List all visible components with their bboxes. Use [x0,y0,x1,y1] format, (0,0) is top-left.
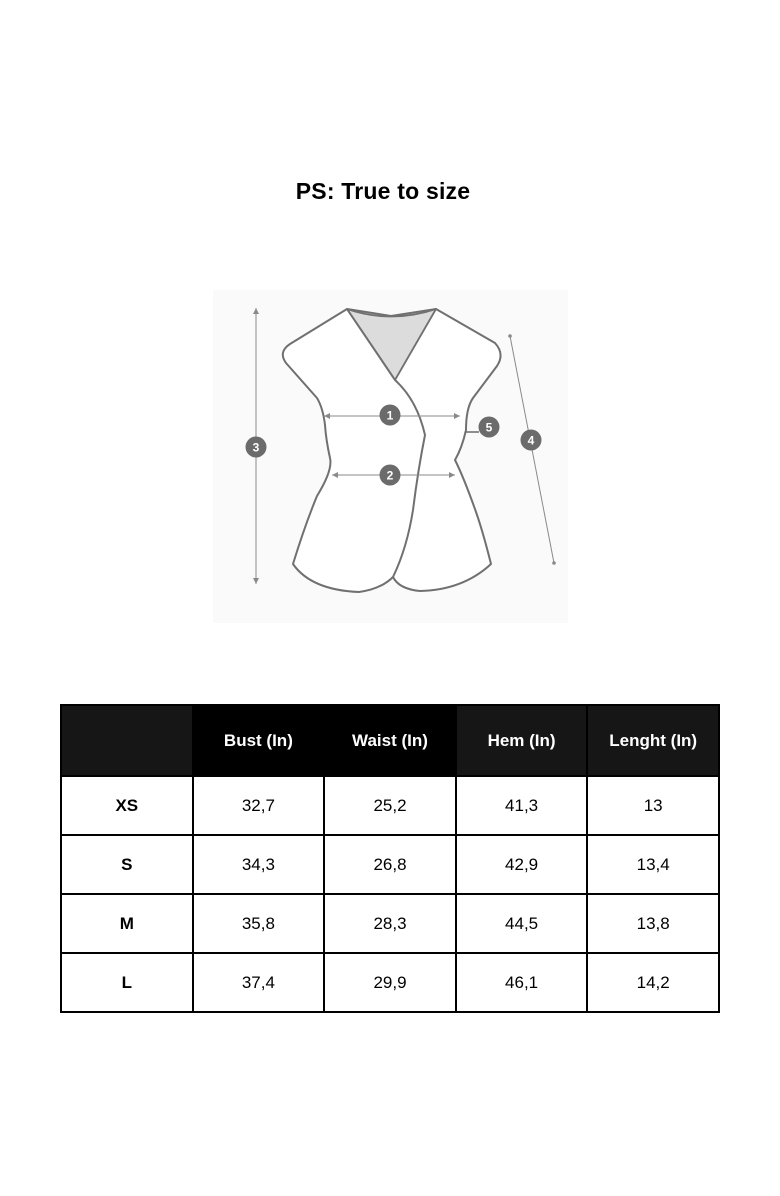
table-cell: 29,9 [324,953,456,1012]
size-label-m: M [61,894,193,953]
side-length-end-top [508,334,512,338]
page-title: PS: True to size [295,178,471,204]
header-waist: Waist (In) [324,705,456,776]
table-header-row [61,705,719,776]
side-length-end-bottom [552,561,556,565]
table-cell: 42,9 [456,835,588,894]
table-row [61,894,719,953]
length-arrow-bottom [253,578,259,584]
table-cell: 26,8 [324,835,456,894]
header-bust: Bust (In) [193,705,325,776]
size-label-xs: XS [61,776,193,835]
marker-5-label: 5 [485,420,493,435]
table-cell: 25,2 [324,776,456,835]
length-arrow-top [253,308,259,314]
table-row [61,953,719,1012]
table-cell: 35,8 [193,894,325,953]
header-hem: Hem (In) [456,705,588,776]
table-row [61,835,719,894]
table-cell: 14,2 [587,953,719,1012]
garment-measurement-diagram [213,290,568,623]
marker-1-label: 1 [386,408,394,423]
table-cell: 46,1 [456,953,588,1012]
header-length: Lenght (In) [587,705,719,776]
size-label-l: L [61,953,193,1012]
table-cell: 13 [587,776,719,835]
size-label-s: S [61,835,193,894]
table-cell: 34,3 [193,835,325,894]
table-cell: 37,4 [193,953,325,1012]
table-cell: 41,3 [456,776,588,835]
size-chart-table [60,704,720,1013]
marker-2-label: 2 [386,468,394,483]
table-cell: 32,7 [193,776,325,835]
marker-3-label: 3 [252,440,260,455]
table-cell: 13,8 [587,894,719,953]
table-cell: 28,3 [324,894,456,953]
table-row [61,776,719,835]
header-corner-cell [61,705,193,776]
marker-4-label: 4 [527,433,535,448]
table-cell: 13,4 [587,835,719,894]
garment-illustration [213,290,568,623]
table-cell: 44,5 [456,894,588,953]
